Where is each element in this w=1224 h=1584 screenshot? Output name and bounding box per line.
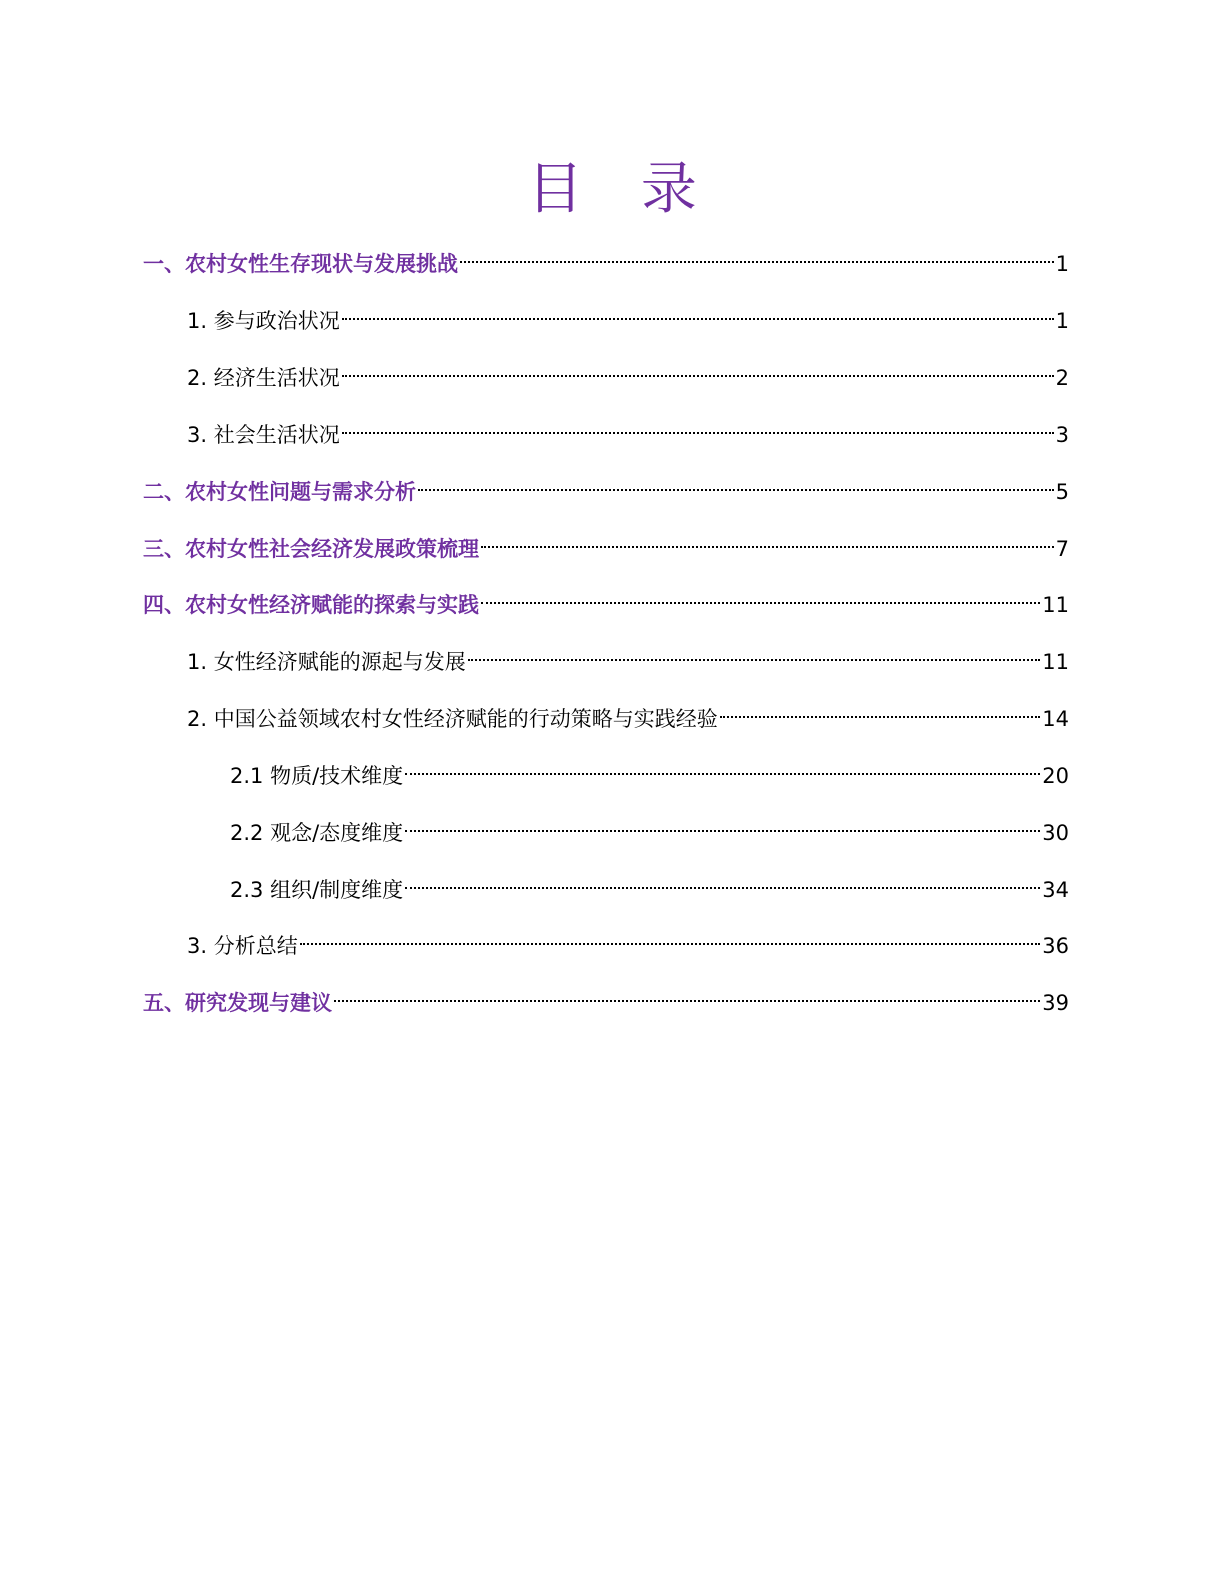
toc-page-number: 1 — [1055, 309, 1069, 333]
toc-entry[interactable] — [230, 870, 1069, 910]
toc-dot-leader — [342, 432, 1054, 434]
toc-dot-leader — [405, 887, 1040, 889]
toc-dot-leader — [405, 830, 1040, 832]
toc-entry[interactable] — [187, 301, 1069, 341]
toc-entry[interactable] — [187, 926, 1069, 966]
toc-page-number: 1 — [1055, 252, 1069, 276]
toc-entry[interactable] — [230, 756, 1069, 796]
toc-dot-leader — [342, 375, 1054, 377]
toc-entry-label: 2.1 物质/技术维度 — [230, 764, 404, 788]
toc-entry[interactable] — [187, 358, 1069, 398]
page-title: 目 录 — [527, 157, 717, 222]
toc-dot-leader — [334, 1000, 1040, 1002]
toc-entry-label: 3. 社会生活状况 — [187, 423, 340, 447]
toc-page-number: 3 — [1055, 423, 1069, 447]
toc-dot-leader — [720, 716, 1041, 718]
toc-dot-leader — [481, 546, 1054, 548]
toc-page-number: 30 — [1042, 821, 1069, 845]
toc-entry[interactable] — [230, 813, 1069, 853]
toc-entry[interactable] — [143, 244, 1069, 284]
toc-page-number: 14 — [1042, 707, 1069, 731]
toc-dot-leader — [300, 943, 1041, 945]
toc-entry-label: 3. 分析总结 — [187, 934, 298, 958]
toc-entry-label: 二、农村女性问题与需求分析 — [143, 480, 416, 504]
toc-entry[interactable] — [143, 472, 1069, 512]
toc-entry-label: 三、农村女性社会经济发展政策梳理 — [143, 537, 479, 561]
toc-entry-label: 2. 中国公益领域农村女性经济赋能的行动策略与实践经验 — [187, 707, 718, 731]
toc-entry-label: 2.2 观念/态度维度 — [230, 821, 404, 845]
toc-dot-leader — [405, 773, 1040, 775]
toc-page-number: 34 — [1042, 878, 1069, 902]
toc-page-number: 5 — [1055, 480, 1069, 504]
toc-page-number: 11 — [1042, 650, 1069, 674]
toc-entry-label: 1. 参与政治状况 — [187, 309, 340, 333]
toc-page-number: 2 — [1055, 366, 1069, 390]
toc-entry[interactable] — [187, 699, 1069, 739]
toc-entry-label: 四、农村女性经济赋能的探索与实践 — [143, 593, 479, 617]
toc-page-number: 36 — [1042, 934, 1069, 958]
toc-entry-label: 2. 经济生活状况 — [187, 366, 340, 390]
toc-dot-leader — [460, 261, 1054, 263]
toc-page-number: 20 — [1042, 764, 1069, 788]
toc-entry[interactable] — [143, 983, 1069, 1023]
toc-entry-label: 五、研究发现与建议 — [143, 991, 332, 1015]
toc-dot-leader — [481, 602, 1040, 604]
toc-entry[interactable] — [187, 642, 1069, 682]
toc-entry-label: 2.3 组织/制度维度 — [230, 878, 404, 902]
toc-dot-leader — [418, 489, 1054, 491]
toc-page-number: 11 — [1042, 593, 1069, 617]
toc-entry-label: 一、农村女性生存现状与发展挑战 — [143, 252, 458, 276]
toc-page-number: 7 — [1055, 537, 1069, 561]
toc-dot-leader — [342, 318, 1054, 320]
toc-dot-leader — [468, 659, 1041, 661]
toc-page-number: 39 — [1042, 991, 1069, 1015]
toc-entry[interactable] — [143, 529, 1069, 569]
toc-entry[interactable] — [143, 585, 1069, 625]
toc-entry-label: 1. 女性经济赋能的源起与发展 — [187, 650, 466, 674]
toc-entry[interactable] — [187, 415, 1069, 455]
